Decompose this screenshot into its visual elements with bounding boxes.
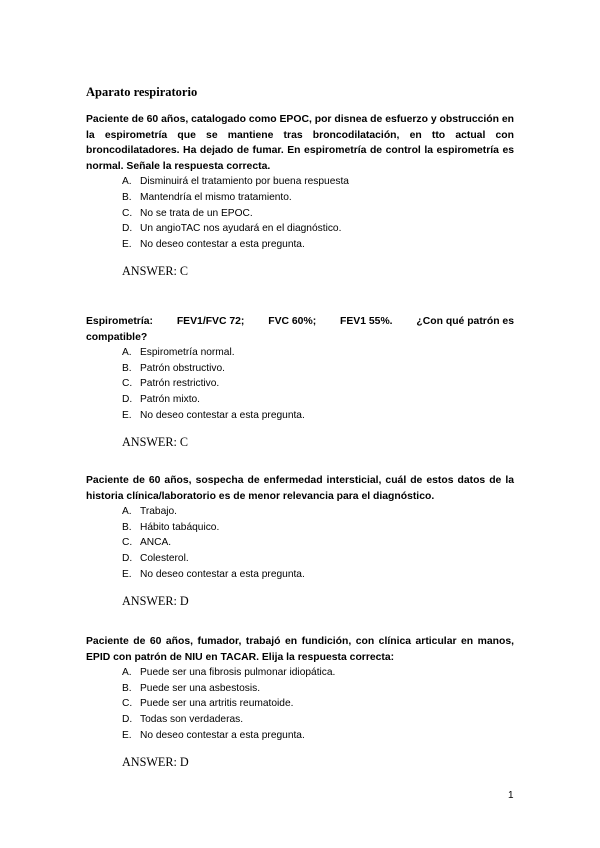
answer-key: ANSWER: C <box>122 264 189 279</box>
option-a <box>86 665 514 681</box>
option-text: Mantendría el mismo tratamiento. <box>140 191 292 203</box>
option-letter: D. <box>122 393 133 405</box>
option-c <box>86 206 514 222</box>
option-d <box>86 712 514 728</box>
option-text: Puede ser una artritis reumatoide. <box>140 698 294 710</box>
option-letter: D. <box>122 552 133 564</box>
option-letter: A. <box>122 347 132 359</box>
answer-key: ANSWER: C <box>122 435 189 450</box>
option-letter: B. <box>122 682 132 694</box>
stem-part: Espirometría: <box>86 316 153 327</box>
stem-part: FEV1/FVC 72; <box>176 316 245 327</box>
option-text: Patrón obstructivo. <box>140 362 225 374</box>
option-letter: C. <box>122 207 133 219</box>
option-letter: B. <box>122 521 132 533</box>
question-stem-line-2: compatible? <box>86 331 148 343</box>
stem-part: FEV1 55%. <box>340 316 393 327</box>
option-text: No se trata de un EPOC. <box>140 207 253 219</box>
option-letter: A. <box>122 506 132 518</box>
question-2 <box>86 314 514 450</box>
answer-key: ANSWER: D <box>122 594 189 609</box>
options-list <box>86 174 514 252</box>
option-letter: E. <box>122 729 132 741</box>
options-list <box>86 345 514 423</box>
section-title: Aparato respiratorio <box>86 85 198 99</box>
page-number: 1 <box>508 790 514 801</box>
option-text: Puede ser una fibrosis pulmonar idiopática. <box>140 667 336 679</box>
option-letter: B. <box>122 191 132 203</box>
option-text: Hábito tabáquico. <box>140 521 220 533</box>
option-text: Un angioTAC nos ayudará en el diagnóstico. <box>140 223 342 235</box>
answer-key: ANSWER: D <box>122 755 189 770</box>
option-a <box>86 345 514 361</box>
option-e <box>86 408 514 424</box>
question-stem: Paciente de 60 años, fumador, trabajó en fundición, con clínica articular en manos, EPID con patrón de NIU en TACAR. Elija la respuesta correcta: <box>86 636 514 663</box>
option-text: Patrón mixto. <box>140 393 201 405</box>
option-letter: A. <box>122 176 132 188</box>
option-letter: C. <box>122 698 133 710</box>
question-3 <box>86 473 514 609</box>
option-d <box>86 392 514 408</box>
option-d <box>86 221 514 237</box>
option-letter: C. <box>122 378 133 390</box>
question-stem-line-1 <box>86 314 514 330</box>
option-a <box>86 174 514 190</box>
option-c <box>86 535 514 551</box>
option-text: No deseo contestar a esta pregunta. <box>140 729 305 741</box>
option-text: Disminuirá el tratamiento por buena respuesta <box>140 176 349 188</box>
option-text: Espirometría normal. <box>140 347 235 359</box>
stem-part: ¿Con qué patrón es <box>416 316 514 327</box>
option-letter: D. <box>122 223 133 235</box>
option-b <box>86 520 514 536</box>
option-letter: B. <box>122 362 132 374</box>
option-text: Puede ser una asbestosis. <box>140 682 261 694</box>
option-letter: E. <box>122 238 132 250</box>
option-text: Patrón restrictivo. <box>140 378 220 390</box>
option-text: Colesterol. <box>140 552 189 564</box>
options-list <box>86 504 514 582</box>
option-letter: E. <box>122 568 132 580</box>
option-d <box>86 551 514 567</box>
option-b <box>86 361 514 377</box>
option-a <box>86 504 514 520</box>
question-stem: Paciente de 60 años, catalogado como EPOC, por disnea de esfuerzo y obstrucción en la espirometría que se mantiene tras broncodilatación, en tto actual con broncodilatadores. Ha dejado de fumar. En espirometría de control la espirometría es normal. Señale la respuesta correcta. <box>86 114 514 172</box>
option-text: ANCA. <box>140 537 172 549</box>
option-c <box>86 696 514 712</box>
option-e <box>86 237 514 253</box>
option-letter: C. <box>122 537 133 549</box>
option-c <box>86 376 514 392</box>
stem-part: FVC 60%; <box>268 316 317 327</box>
question-4 <box>86 634 514 770</box>
question-stem: Paciente de 60 años, sospecha de enfermedad intersticial, cuál de estos datos de la historia clínica/laboratorio es de menor relevancia para el diagnóstico. <box>86 475 514 502</box>
option-b <box>86 190 514 206</box>
option-e <box>86 567 514 583</box>
option-text: No deseo contestar a esta pregunta. <box>140 238 305 250</box>
question-1 <box>86 112 514 279</box>
option-letter: A. <box>122 667 132 679</box>
option-text: No deseo contestar a esta pregunta. <box>140 568 305 580</box>
options-list <box>86 665 514 743</box>
option-b <box>86 681 514 697</box>
option-text: Todas son verdaderas. <box>140 713 244 725</box>
option-e <box>86 728 514 744</box>
option-text: No deseo contestar a esta pregunta. <box>140 409 305 421</box>
option-text: Trabajo. <box>140 506 177 518</box>
option-letter: D. <box>122 713 133 725</box>
option-letter: E. <box>122 409 132 421</box>
